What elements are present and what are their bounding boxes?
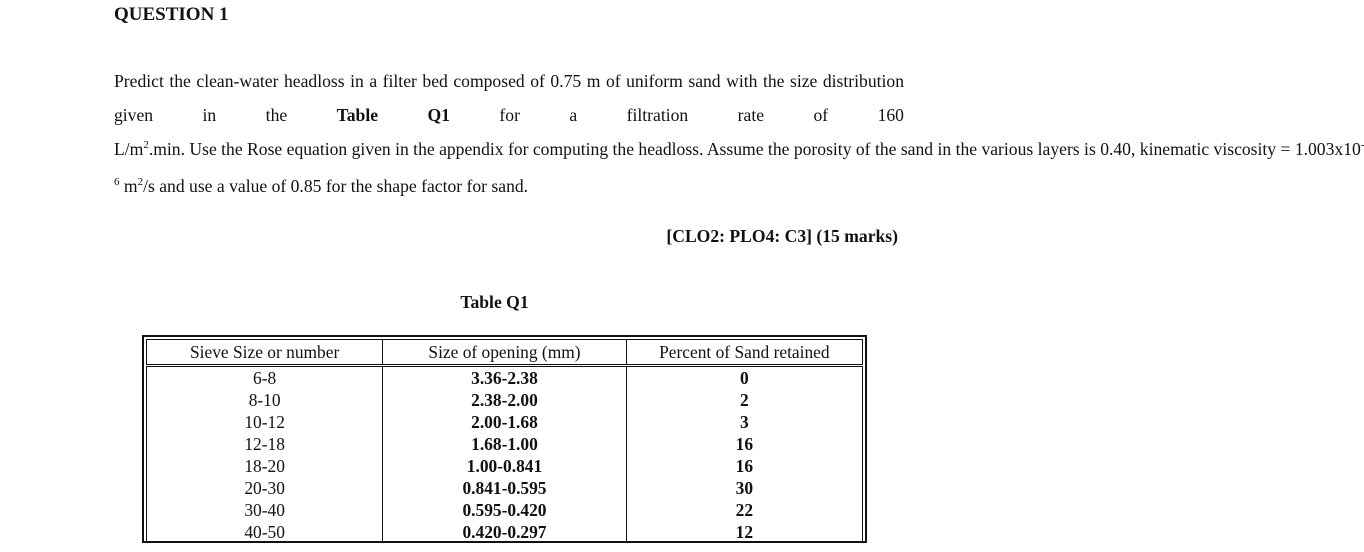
cell-sieve-size: 40-50 bbox=[147, 521, 383, 543]
table-row bbox=[147, 521, 863, 543]
table-row bbox=[147, 411, 863, 433]
cell-size-opening: 0.595-0.420 bbox=[383, 499, 626, 521]
header-percent-retained: Percent of Sand retained bbox=[626, 340, 862, 366]
cell-percent-retained: 12 bbox=[626, 521, 862, 543]
viscosity-unit-exponent: 2 bbox=[137, 176, 144, 188]
sieve-table bbox=[146, 339, 863, 543]
cell-percent-retained: 2 bbox=[626, 389, 862, 411]
header-size-opening: Size of opening (mm) bbox=[383, 340, 626, 366]
table-header-row bbox=[147, 340, 863, 366]
cell-percent-retained: 16 bbox=[626, 455, 862, 477]
table-row bbox=[147, 477, 863, 499]
question-text bbox=[114, 64, 1361, 206]
question-heading: QUESTION 1 bbox=[114, 4, 229, 25]
table-caption: Table Q1 bbox=[460, 292, 529, 312]
rate-unit-base: L/m bbox=[114, 139, 144, 159]
rate-unit-exponent: 2 bbox=[143, 139, 149, 151]
table-row bbox=[147, 366, 863, 390]
viscosity-unit-base: m bbox=[123, 176, 138, 196]
cell-sieve-size: 8-10 bbox=[147, 389, 383, 411]
cell-size-opening: 3.36-2.38 bbox=[383, 366, 626, 390]
cell-sieve-size: 10-12 bbox=[147, 411, 383, 433]
sieve-table-frame bbox=[142, 335, 867, 543]
header-sieve-size: Sieve Size or number bbox=[147, 340, 383, 366]
cell-size-opening: 2.00-1.68 bbox=[383, 411, 626, 433]
table-row bbox=[147, 389, 863, 411]
cell-percent-retained: 16 bbox=[626, 433, 862, 455]
marks-label: [CLO2: PLO4: C3] (15 marks) bbox=[666, 226, 898, 246]
table-reference: Table Q1 bbox=[336, 105, 450, 125]
cell-size-opening: 0.841-0.595 bbox=[383, 477, 626, 499]
cell-sieve-size: 20-30 bbox=[147, 477, 383, 499]
cell-sieve-size: 18-20 bbox=[147, 455, 383, 477]
cell-size-opening: 2.38-2.00 bbox=[383, 389, 626, 411]
table-row bbox=[147, 455, 863, 477]
table-row bbox=[147, 433, 863, 455]
table-row bbox=[147, 499, 863, 521]
rate-unit bbox=[114, 139, 1361, 159]
cell-size-opening: 1.68-1.00 bbox=[383, 433, 626, 455]
cell-sieve-size: 12-18 bbox=[147, 433, 383, 455]
cell-percent-retained: 22 bbox=[626, 499, 862, 521]
question-text-part-3: /s and use a value of 0.85 for the shape factor for sand. bbox=[143, 176, 529, 196]
cell-sieve-size: 6-8 bbox=[147, 366, 383, 390]
rate-unit-tail: .min. Use the Rose equation given in the appendix for computing the headloss. Assume the porosity of the sand in the various layers is 0.40, kinematic viscosity = 1.003x10 bbox=[148, 139, 1361, 159]
cell-percent-retained: 0 bbox=[626, 366, 862, 390]
cell-size-opening: 0.420-0.297 bbox=[383, 521, 626, 543]
cell-percent-retained: 3 bbox=[626, 411, 862, 433]
question-text-part-1: Predict the clean-water headloss in a filter bed composed of 0.75 m of uniform sand with the size distribution given in the bbox=[114, 71, 904, 125]
cell-percent-retained: 30 bbox=[626, 477, 862, 499]
viscosity-exponent: 6 bbox=[114, 176, 120, 188]
question-text-part-2: for a filtration rate of 160 bbox=[499, 105, 904, 125]
cell-size-opening: 1.00-0.841 bbox=[383, 455, 626, 477]
cell-sieve-size: 30-40 bbox=[147, 499, 383, 521]
